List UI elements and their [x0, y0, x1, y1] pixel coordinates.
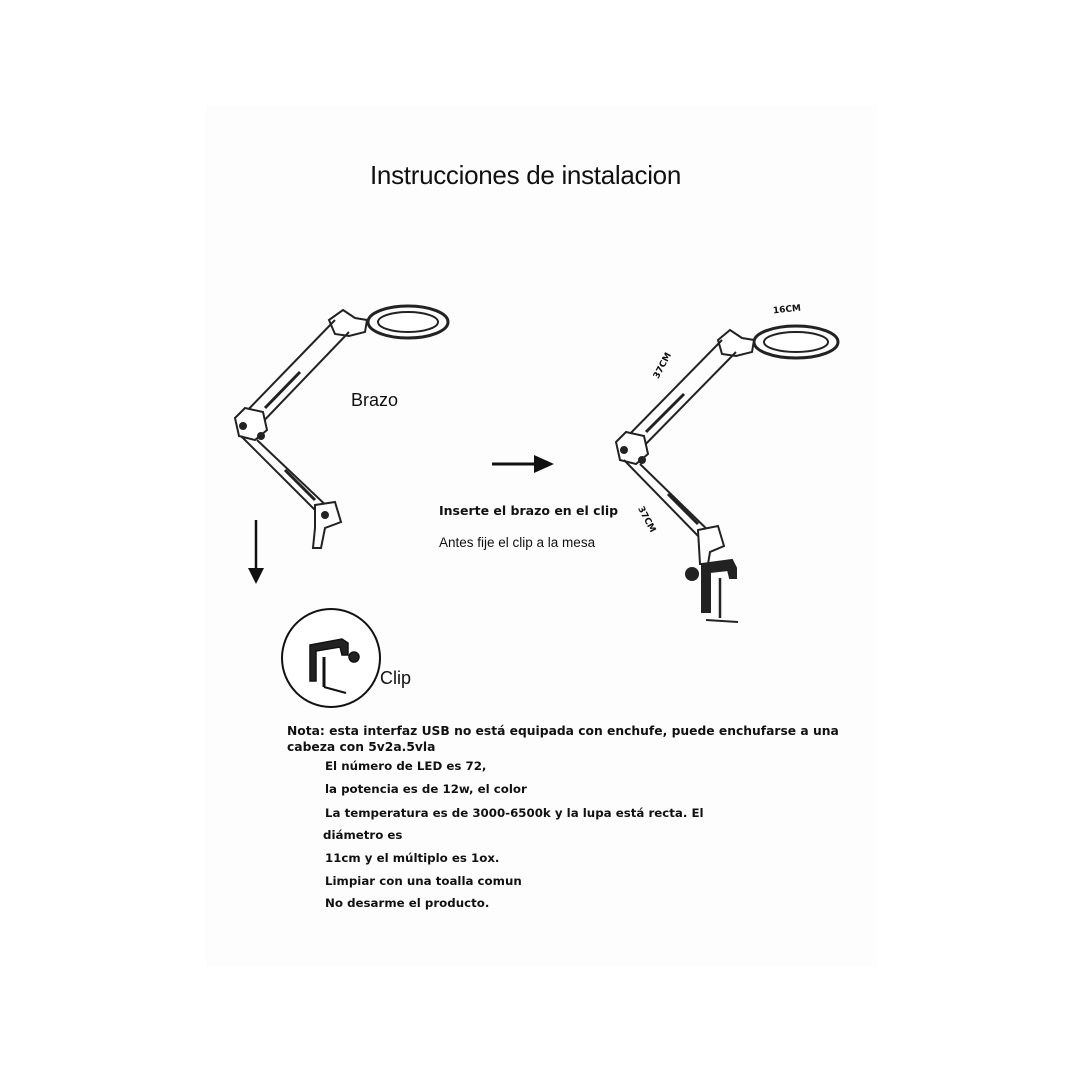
clip-label: Clip	[380, 668, 412, 688]
spec-line: El número de LED es 72,	[325, 759, 487, 773]
lower-arm-dimension: 37CM	[635, 505, 658, 535]
spec-line: 11cm y el múltiplo es 1ox.	[325, 851, 500, 865]
clip-illustration	[280, 607, 382, 709]
usb-note: Nota: esta interfaz USB no está equipada con enchufe, puede enchufarse a una cabeza con 5v2a.5vla	[287, 724, 839, 754]
arrow-down-icon	[246, 520, 266, 586]
spec-line: La temperatura es de 3000-6500k y la lupa está recta. El	[325, 806, 704, 820]
spec-line: diámetro es	[323, 828, 403, 842]
upper-arm-dimension: 37CM	[652, 351, 675, 381]
step-insert-arm: Inserte el brazo en el clip	[439, 503, 619, 518]
spec-line: la potencia es de 12w, el color	[325, 782, 527, 796]
assembled-lamp-illustration	[610, 312, 850, 632]
lens-dimension: 16CM	[772, 303, 802, 317]
page-title: Instrucciones de instalacion	[370, 160, 682, 190]
spec-line: Limpiar con una toalla comun	[325, 874, 522, 888]
arm-label: Brazo	[351, 390, 399, 410]
spec-line: No desarme el producto.	[325, 896, 490, 910]
arrow-right-icon	[492, 454, 556, 474]
step-fix-clip: Antes fije el clip a la mesa	[439, 535, 596, 550]
